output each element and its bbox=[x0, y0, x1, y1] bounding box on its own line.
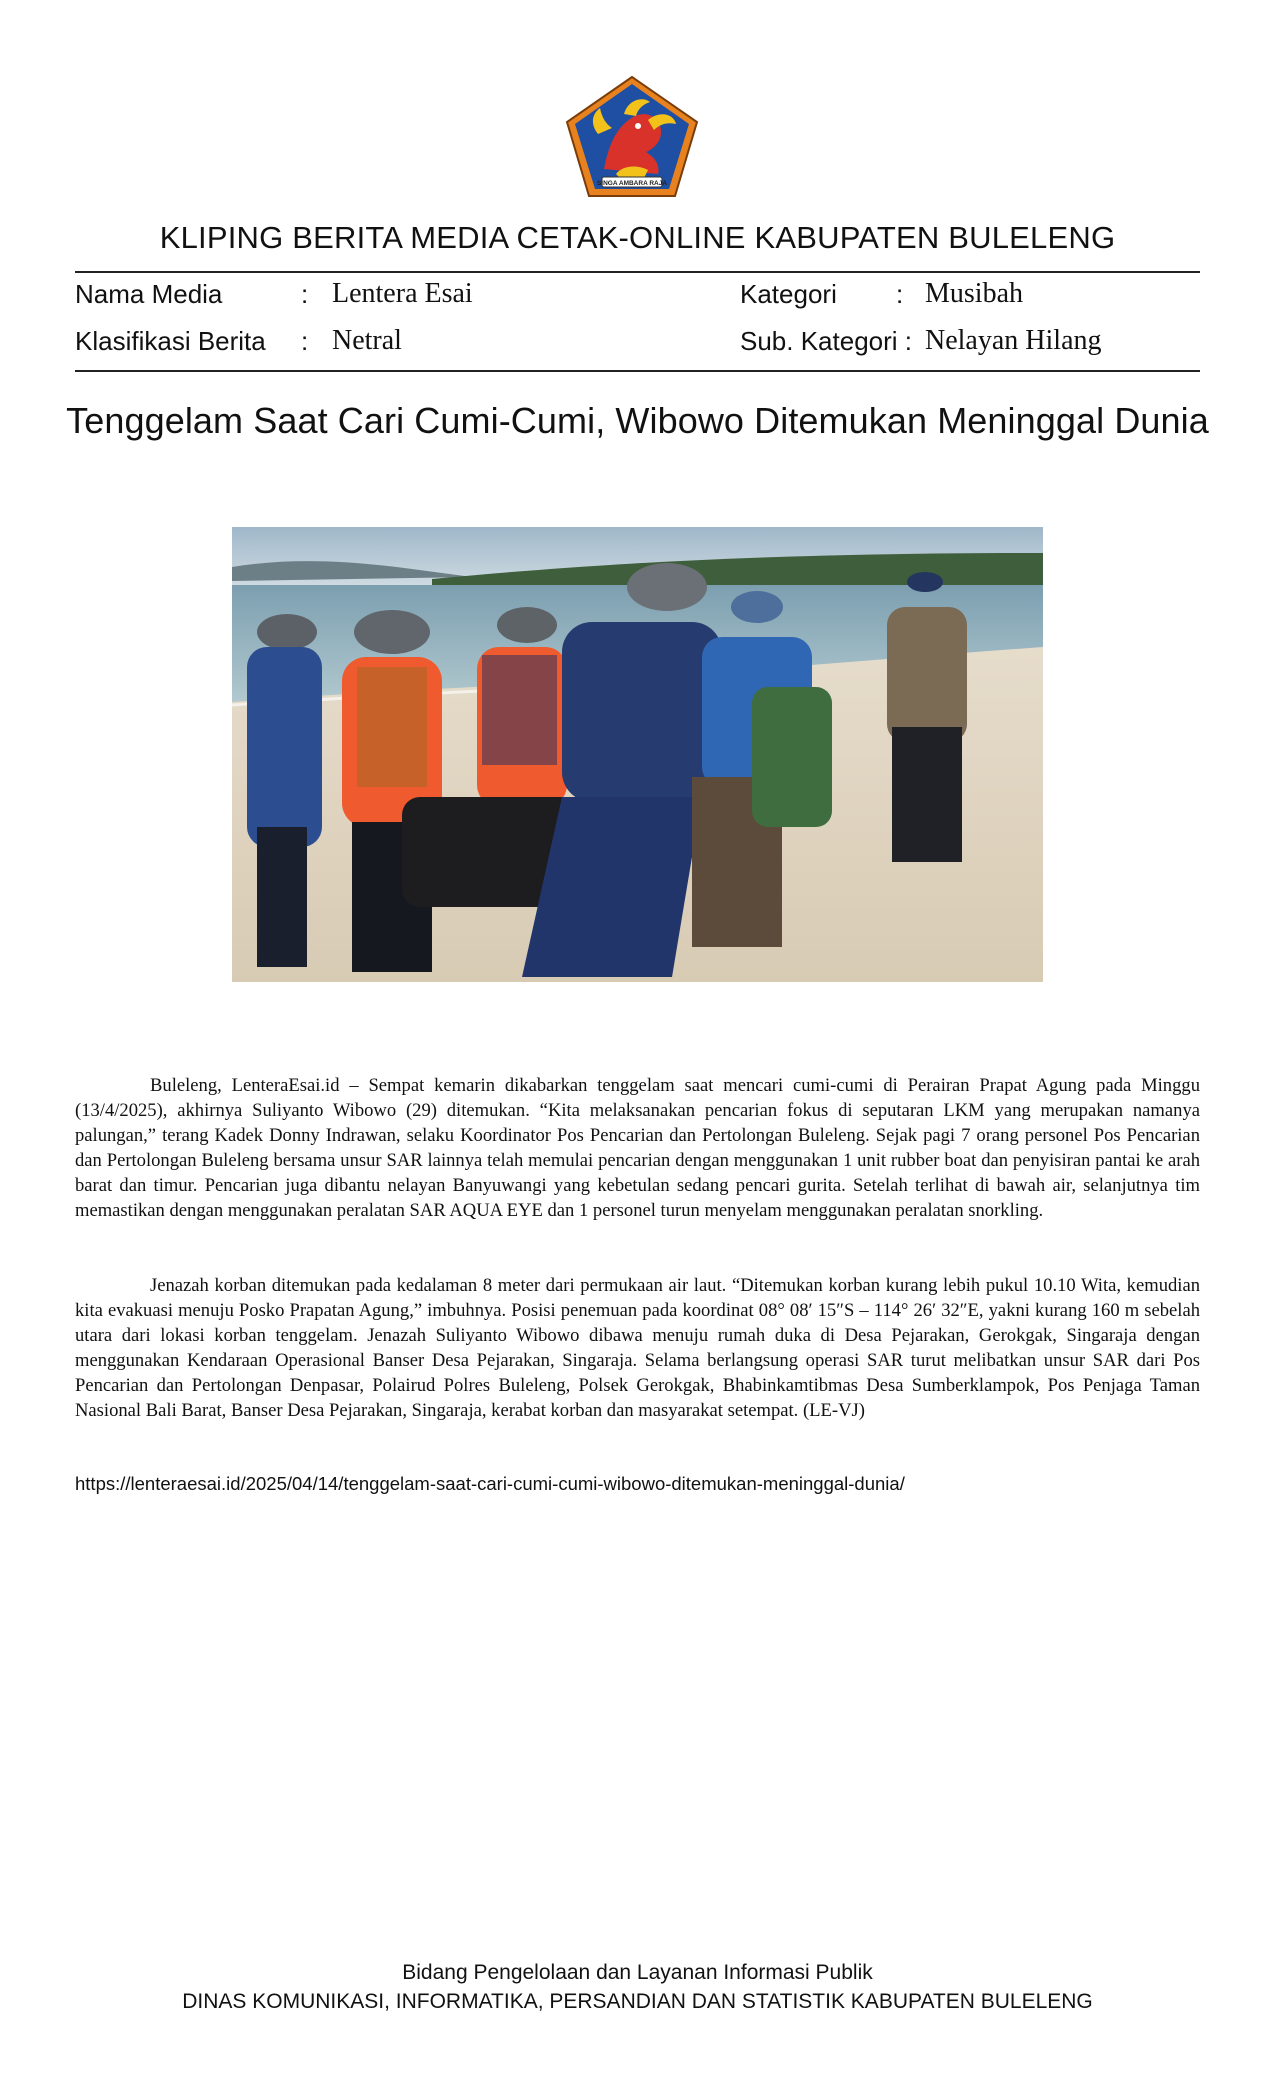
media-label: Nama Media bbox=[75, 279, 223, 309]
classification-label: Klasifikasi Berita bbox=[75, 326, 266, 356]
category-label: Kategori bbox=[740, 279, 837, 309]
buleleng-crest-icon bbox=[564, 74, 700, 200]
divider-bottom bbox=[75, 370, 1200, 372]
category-value: Musibah bbox=[925, 278, 1023, 309]
article-paragraph-2: Jenazah korban ditemukan pada kedalaman 8 meter dari permukaan air laut. “Ditemukan korban kurang lebih pukul 10.10 Wita, kemudian kita evakuasi menuju Posko Prapatan Agung,” imbuhnya. Posisi penemuan pada koordinat 08° 08′ 15″S – 114° 26′ 32″E, yakni kurang 160 m sebelah utara dari lokasi korban tenggelam. Jenazah Suliyanto Wibowo dibawa menuju rumah duka di Desa Pejarakan, Gerokgak, Singaraja dengan menggunakan Kendaraan Operasional Banser Desa Pejarakan, Singaraja. Selama berlangsung operasi SAR turut melibatkan unsur SAR dari Pos Pencarian dan Pertolongan Denpasar, Polairud Polres Buleleng, Polsek Gerokgak, Bhabinkamtibmas Desa Sumberklampok, Pos Penjaga Taman Nasional Bali Barat, Banser Desa Pejarakan, Singaraja, kerabat korban dan masyarakat setempat. (LE-VJ) bbox=[75, 1275, 1200, 1421]
divider-top bbox=[75, 271, 1200, 273]
footer-agency: DINAS KOMUNIKASI, INFORMATIKA, PERSANDIAN DAN STATISTIK KABUPATEN BULELENG bbox=[182, 1990, 1093, 2013]
media-separator: : bbox=[301, 279, 309, 309]
footer-department: Bidang Pengelolaan dan Layanan Informasi Publik bbox=[402, 1961, 873, 1984]
subcategory-value: Nelayan Hilang bbox=[925, 325, 1102, 356]
article-photo bbox=[232, 527, 1043, 982]
source-link[interactable]: https://lenteraesai.id/2025/04/14/tenggelam-saat-cari-cumi-cumi-wibowo-ditemukan-meninggal-dunia/ bbox=[75, 1473, 905, 1494]
footer bbox=[0, 1958, 1275, 2016]
classification-value: Netral bbox=[332, 325, 402, 356]
article-paragraph-1: Buleleng, LenteraEsai.id – Sempat kemarin dikabarkan tenggelam saat mencari cumi-cumi di Perairan Prapat Agung pada Minggu (13/4/2025), akhirnya Suliyanto Wibowo (29) ditemukan. “Kita melaksanakan pencarian fokus di seputaran LKM yang merupakan namanya palungan,” terang Kadek Donny Indrawan, selaku Koordinator Pos Pencarian dan Pertolongan Buleleng. Sejak pagi 7 orang personel Pos Pencarian dan Pertolongan Buleleng bersama unsur SAR lainnya telah memulai pencarian dengan menggunakan 1 unit rubber boat dan penyisiran pantai ke arah barat dan timur. Pencarian juga dibantu nelayan Banyuwangi yang kebetulan sedang pencari gurita. Setelah terlihat di bawah air, selanjutnya tim memastikan dengan menggunakan peralatan SAR AQUA EYE dan 1 personel turun menyelam menggunakan peralatan snorkling. bbox=[75, 1075, 1200, 1221]
classification-separator: : bbox=[301, 326, 309, 356]
subcategory-label: Sub. Kategori : bbox=[740, 326, 912, 356]
category-separator: : bbox=[896, 279, 904, 309]
article-headline: Tenggelam Saat Cari Cumi-Cumi, Wibowo Ditemukan Meninggal Dunia bbox=[66, 400, 1209, 441]
crest-motto: SINGA AMBARA RAJA bbox=[596, 180, 668, 187]
media-value: Lentera Esai bbox=[332, 278, 473, 309]
kliping-title: KLIPING BERITA MEDIA CETAK-ONLINE KABUPATEN BULELENG bbox=[159, 220, 1116, 255]
